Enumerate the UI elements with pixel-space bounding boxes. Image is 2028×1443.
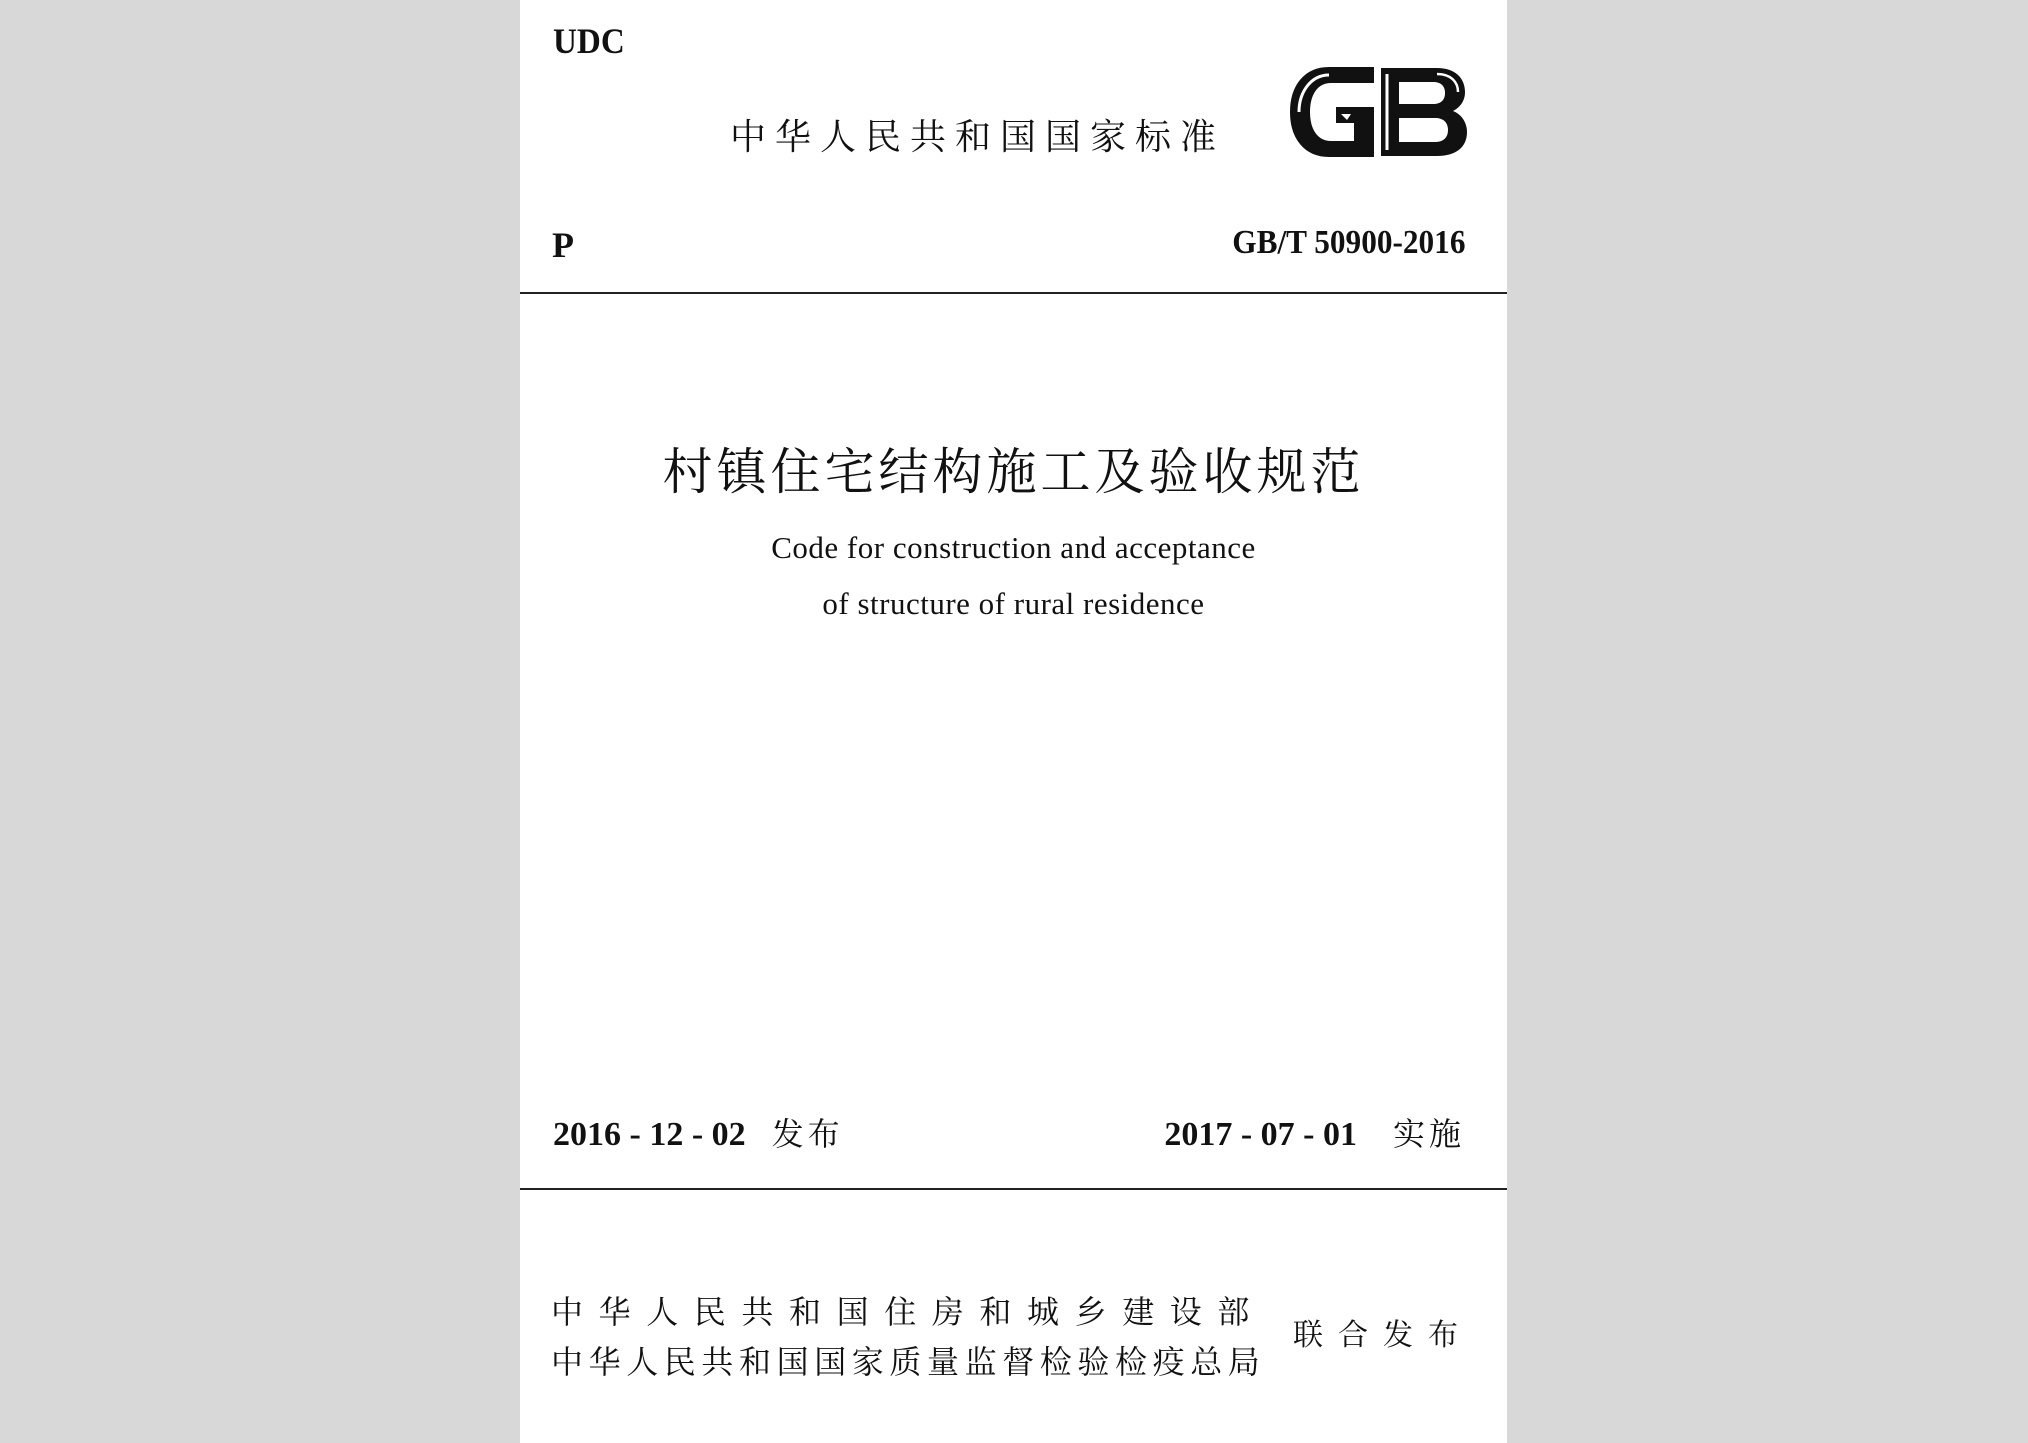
- publisher-aqsiq: 中华人民共和国国家质量监督检验检疫总局: [551, 1343, 1266, 1381]
- implementation-date-value: 2017 - 07 - 01: [1164, 1116, 1357, 1153]
- publisher-ministry-housing: 中华人民共和国住房和城乡建设部: [551, 1293, 1266, 1331]
- joint-release-label: 联合发布: [1293, 1318, 1473, 1353]
- title-english-line-2: of structure of rural residence: [822, 586, 1205, 621]
- standard-number: GB/T 50900-2016: [1231, 224, 1465, 261]
- gb-logo-icon: [1287, 64, 1470, 160]
- title-english-line-1: Code for construction and acceptance: [771, 530, 1256, 565]
- issue-date: [553, 1112, 844, 1157]
- standard-cover-page: [520, 0, 1507, 1443]
- implementation-date: [1164, 1112, 1465, 1157]
- issue-date-value: 2016 - 12 - 02: [553, 1116, 746, 1153]
- classification-code: P: [552, 225, 574, 265]
- title-chinese: 村镇住宅结构施工及验收规范: [662, 443, 1365, 501]
- bottom-divider: [520, 1188, 1507, 1190]
- udc-label: UDC: [553, 21, 625, 61]
- implementation-date-label: 实施: [1392, 1115, 1465, 1153]
- top-divider: [520, 292, 1507, 294]
- issue-date-label: 发布: [771, 1115, 844, 1153]
- national-standard-heading: 中华人民共和国国家标准: [730, 117, 1226, 158]
